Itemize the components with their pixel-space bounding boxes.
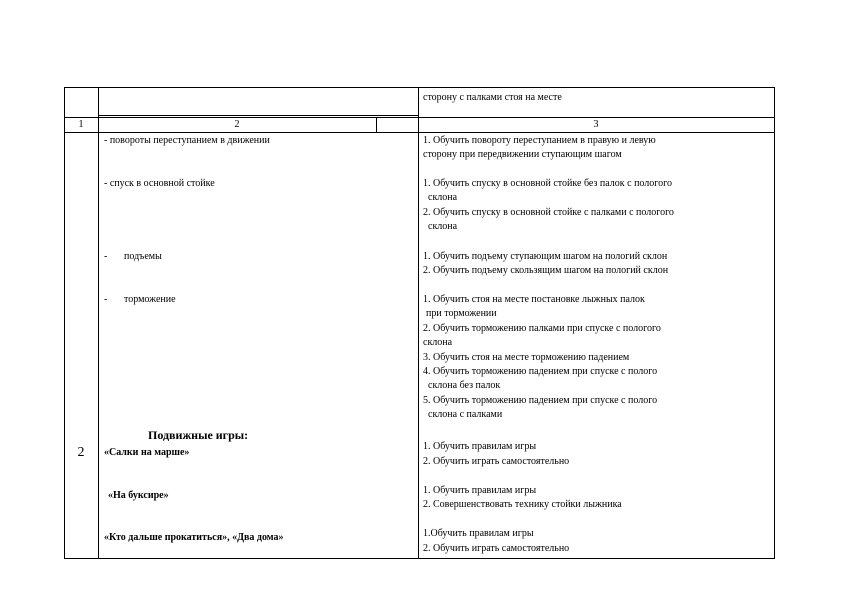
col2-item-ascents: подъемы [124, 251, 162, 262]
col3-ascent-line2: 2. Обучить подъему скользящим шагом на пологий склон [423, 265, 669, 276]
col3-game1-line1: 1. Обучить правилам игры [423, 441, 537, 452]
header-col1: 1 [78, 119, 84, 130]
col2-item-turns: - повороты переступанием в движении [104, 135, 270, 146]
col-divider-2 [418, 87, 419, 559]
col3-braking-line5: 3. Обучить стоя на месте торможению падением [423, 352, 630, 363]
col3-descent-line2: склона [428, 192, 458, 203]
game-kto-dalshe: «Кто дальше прокатиться», «Два дома» [104, 532, 284, 543]
header-subdivider [376, 117, 377, 132]
game-salki: «Салки на марше» [104, 447, 190, 458]
header-col2: 2 [234, 119, 240, 130]
table-border-right [774, 87, 775, 559]
col3-braking-line3: 2. Обучить торможению палками при спуске с пологого [423, 323, 661, 334]
col3-game1-line2: 2. Обучить играть самостоятельно [423, 456, 570, 467]
row-divider-2 [64, 132, 775, 133]
table-border-bottom [64, 558, 775, 559]
col2-item-braking: торможение [124, 294, 176, 305]
col3-game3-line1: 1.Обучить правилам игры [423, 528, 534, 539]
col3-turns-line1: 1. Обучить повороту переступанием в правую и левую [423, 135, 656, 146]
col3-ascent-line1: 1. Обучить подъему ступающим шагом на пологий склон [423, 251, 668, 262]
top-row-inner-rule [99, 115, 418, 116]
col3-braking-line6: 4. Обучить торможению падением при спуске с полого [423, 366, 658, 377]
col3-game2-line1: 1. Обучить правилам игры [423, 485, 537, 496]
header-col3: 3 [593, 119, 599, 130]
col3-game3-line2: 2. Обучить играть самостоятельно [423, 543, 570, 554]
table-border-left [64, 87, 65, 559]
col3-braking-line1: 1. Обучить стоя на месте постановке лыжных палок [423, 294, 645, 305]
col3-braking-line9: склона с палками [428, 409, 503, 420]
col3-turns-line2: сторону при передвижении ступающим шагом [423, 149, 622, 160]
col3-braking-line2: при торможении [426, 308, 497, 319]
col3-game2-line2: 2. Совершенствовать технику стойки лыжника [423, 499, 622, 510]
col3-braking-line4: склона [423, 337, 453, 348]
games-title: Подвижные игры: [148, 428, 249, 442]
col2-item-ascents-dash: - [104, 251, 108, 262]
col3-descent-line3: 2. Обучить спуску в основной стойке с палками с пологого [423, 207, 674, 218]
col-divider-1 [98, 87, 99, 559]
top-row-col3-text: сторону с палками стоя на месте [423, 92, 562, 103]
col2-item-descent: - спуск в основной стойке [104, 178, 215, 189]
game-na-buksire: «На буксире» [108, 490, 169, 501]
row-divider-1 [64, 117, 775, 118]
col2-item-braking-dash: - [104, 294, 108, 305]
col3-descent-line4: склона [428, 221, 458, 232]
row-number: 2 [77, 445, 85, 460]
table-border-top [64, 87, 775, 88]
col3-braking-line7: склона без палок [428, 380, 501, 391]
col3-braking-line8: 5. Обучить торможению падением при спуске с полого [423, 395, 658, 406]
col3-descent-line1: 1. Обучить спуску в основной стойке без палок с пологого [423, 178, 672, 189]
